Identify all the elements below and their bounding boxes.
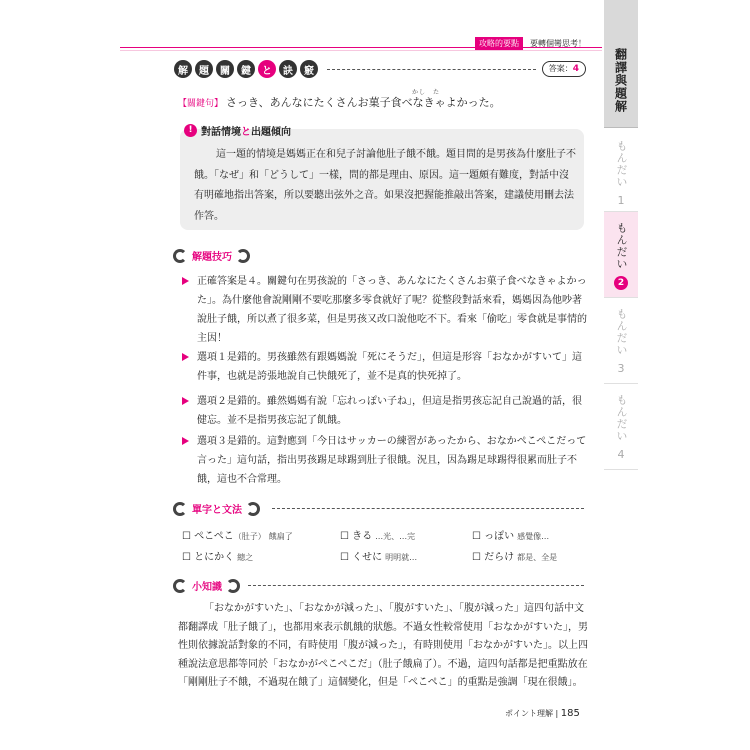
spiral-icon [246, 502, 260, 516]
tips-heading [173, 248, 250, 263]
situation-label-a: 對話情境 [201, 127, 241, 138]
exclamation-icon: ! [184, 124, 197, 137]
footer-label: ポイント理解 [505, 709, 553, 718]
header-rule-light [120, 50, 602, 51]
spiral-icon [226, 579, 240, 593]
side-tab-1-label: もんだい [615, 140, 628, 188]
tip-text: 選項３是錯的。這對應到「今日はサッカーの練習があったから、おなかぺこぺこだって言った」這句話，指出男孩踢足球踢到肚子很餓。況且，因為踢足球踢得很累而肚子不餓，這也不合常理。 [197, 436, 587, 485]
title-dash-line [327, 69, 536, 70]
spiral-icon [173, 579, 187, 593]
spiral-icon [173, 502, 187, 516]
side-tab-2-num: 2 [614, 276, 628, 290]
trivia-heading [173, 578, 240, 593]
situation-panel [180, 125, 584, 230]
page-number: 185 [560, 708, 580, 719]
title-char: 鍵 [237, 60, 255, 78]
tip-text: 選項２是錯的。雖然媽媽有說「忘れっぽい子ね」，但這是指男孩忘記自己說過的話，很健忘。並不是指男孩忘記了飢餓。 [197, 396, 582, 426]
vocab-meaning: 總之 [237, 553, 254, 562]
vocab-item [340, 527, 415, 542]
tip-item [180, 272, 590, 348]
title-char: 題 [195, 60, 213, 78]
triangle-bullet-icon [182, 277, 189, 285]
situation-text: 這一題的情境是媽媽正在和兒子討論他肚子餓不餓。題目問的是男孩為什麼肚子不餓。「なぜ」和「どうして」一樣，問的都是理由、原因。這一題頗有難度，對話中沒有明確地指出答案，所以要聽出弦外之音。如果沒把握能推敲出答案，建議使用刪去法作答。 [194, 149, 576, 222]
side-tab-2-label: もんだい [615, 222, 628, 270]
side-tab-2-active[interactable] [604, 212, 638, 298]
vocab-meaning: 明明就… [385, 553, 418, 562]
side-tab-head-label: 翻譯與題解 [613, 48, 628, 113]
title-char: 解 [174, 60, 192, 78]
vocab-item [472, 548, 557, 563]
side-tab-4-num: 4 [617, 448, 625, 461]
side-tab-4[interactable] [604, 384, 638, 470]
vocab-meaning: 都是、全是 [517, 553, 558, 562]
vocab-item [472, 527, 549, 542]
tip-text: 選項１是錯的。男孩雖然有跟媽媽說「死にそうだ」，但這是形容「おなかがすいて」這件事，也就是誇張地說自己快餓死了，並不是真的快死掉了。 [197, 352, 582, 382]
vocab-item [182, 527, 293, 542]
side-tab-3[interactable] [604, 298, 638, 384]
key-sentence-label: 【關鍵句】 [178, 99, 224, 109]
trivia-heading-text: 小知識 [192, 582, 222, 593]
key-sentence-text: さっき、あんなにたくさんお菓子食べなきゃよかった。 [226, 96, 501, 109]
situation-label-and: と [241, 127, 251, 138]
vocab-heading [173, 501, 260, 516]
vocab-term: ☐ とにかく [182, 552, 235, 563]
footer-separator: | [555, 709, 559, 718]
vocab-dash-line [272, 508, 584, 509]
key-sentence-ruby: かし た [412, 89, 441, 96]
answer-value: 4 [572, 64, 579, 74]
vocab-term: ☐ っぽい [472, 531, 515, 542]
tip-item [180, 392, 590, 430]
spiral-icon [173, 249, 187, 263]
answer-label: 答案： [548, 64, 573, 73]
vocab-item [340, 548, 417, 563]
situation-label-b: 出題傾向 [251, 127, 291, 138]
vocab-term: ☐ くせに [340, 552, 383, 563]
title-char: 訣 [279, 60, 297, 78]
vocab-item [182, 548, 253, 563]
header-subtitle: 要轉個彎思考！ [530, 39, 586, 48]
vocab-meaning: …光、…完 [375, 532, 416, 541]
title-char: 關 [216, 60, 234, 78]
situation-heading [184, 123, 291, 138]
header-tag: 攻略的要點 [475, 37, 523, 50]
tip-text: 正確答案是４。關鍵句在男孩說的「さっき、あんなにたくさんお菓子食べなきゃよかった」。為什麼他會說剛剛不要吃那麼多零食就好了呢？從整段對話來看，媽媽因為他吵著說肚子餓，所以煮了很多菜，但是男孩又改口說他吃不下。看來「偷吃」零食就是事情的主因！ [197, 276, 587, 344]
vocab-term: ☐ きる [340, 531, 373, 542]
tip-item [180, 432, 590, 489]
vocab-term: ☐ だらけ [472, 552, 515, 563]
triangle-bullet-icon [182, 397, 189, 405]
vocab-meaning: 餓扁了 [268, 532, 293, 541]
vocab-heading-text: 單字と文法 [192, 505, 242, 516]
vocab-meaning: 感覺像… [517, 532, 550, 541]
side-tab-1-num: 1 [617, 194, 625, 207]
title-char: 竅 [300, 60, 318, 78]
page-footer [505, 708, 580, 719]
vocab-paren: （肚子） [233, 532, 266, 541]
side-tabs [604, 0, 638, 750]
side-tab-3-num: 3 [617, 362, 625, 375]
tip-item [180, 348, 590, 386]
side-tab-3-label: もんだい [615, 308, 628, 356]
vocab-term: ☐ ぺこぺこ [182, 531, 234, 542]
side-tab-4-label: もんだい [615, 394, 628, 442]
spiral-icon [236, 249, 250, 263]
section-title [174, 59, 586, 79]
key-sentence [178, 89, 598, 110]
triangle-bullet-icon [182, 353, 189, 361]
side-tab-1[interactable] [604, 130, 638, 212]
trivia-dash-line [248, 585, 584, 586]
tips-heading-text: 解題技巧 [192, 252, 232, 263]
triangle-bullet-icon [182, 437, 189, 445]
trivia-text: 「おなかがすいた」、「おなかが減った」、「腹がすいた」、「腹が減った」這四句話中文都翻譯成「肚子餓了」，也都用來表示飢餓的狀態。不過女性較常使用「おなかがすいた」，男性則依據說話對象的不同，有時使用「腹が減った」，有時則使用「おなかがすいた」。以上四種說法意思都等同於「おなかがぺこぺこだ」（肚子餓扁了）。不過，這四句話都是把重點放在「剛剛肚子不餓，不過現在餓了」這個變化，但是「ぺこぺこ」的重點是強調「現在很餓」。 [178, 603, 588, 689]
title-char-connector: と [258, 60, 276, 78]
answer-badge [542, 61, 586, 77]
side-tab-head [604, 0, 638, 128]
